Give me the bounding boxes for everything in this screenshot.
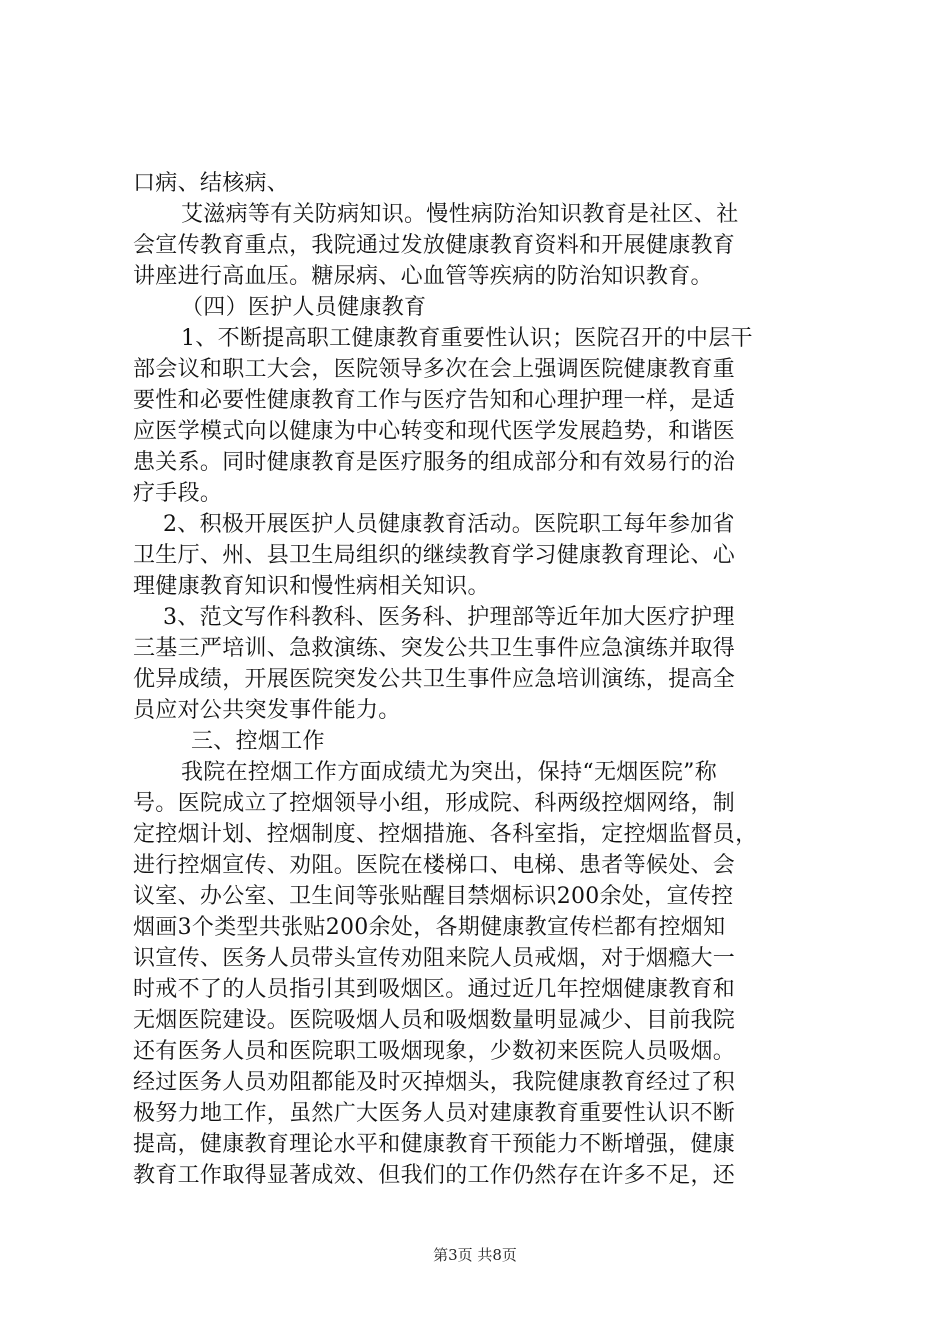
text-line: 部会议和职工大会，医院领导多次在会上强调医院健康教育重 <box>133 357 736 382</box>
text-line: （四）医护人员健康教育 <box>181 295 427 320</box>
text-line: 提高，健康教育理论水平和健康教育干预能力不断增强，健康 <box>133 1132 736 1157</box>
text-line: 三、控烟工作 <box>191 729 325 754</box>
text-line: 3、范文写作科教科、医务科、护理部等近年加大医疗护理 <box>163 605 735 630</box>
text-line: 经过医务人员劝阻都能及时灭掉烟头，我院健康教育经过了积 <box>133 1070 736 1095</box>
document-body <box>133 168 833 1191</box>
text-line: 艾滋病等有关防病知识。慢性病防治知识教育是社区、社 <box>181 202 739 227</box>
text-line: 要性和必要性健康教育工作与医疗告知和心理护理一样，是适 <box>133 388 736 413</box>
text-line: 患关系。同时健康教育是医疗服务的组成部分和有效易行的治 <box>133 450 736 475</box>
text-line: 我院在控烟工作方面成绩尤为突出，保持“无烟医院”称 <box>181 760 717 785</box>
text-line: 极努力地工作，虽然广大医务人员对建康教育重要性认识不断 <box>133 1101 736 1126</box>
text-line: 教育工作取得显著成效、但我们的工作仍然存在许多不足，还 <box>133 1163 736 1188</box>
text-line: 员应对公共突发事件能力。 <box>133 698 401 723</box>
page-number-footer: 第3页 共8页 <box>433 1246 517 1264</box>
text-line: 号。医院成立了控烟领导小组，形成院、科两级控烟网络，制 <box>133 791 736 816</box>
text-line: 定控烟计划、控烟制度、控烟措施、各科室指，定控烟监督员， <box>133 822 758 847</box>
text-line: 卫生厅、州、县卫生局组织的继续教育学习健康教育理论、心 <box>133 543 736 568</box>
text-line: 烟画3个类型共张贴200余处，各期健康教宣传栏都有控烟知 <box>133 915 726 940</box>
text-line: 2、积极开展医护人员健康教育活动。医院职工每年参加省 <box>163 512 735 537</box>
text-line: 三基三严培训、急救演练、突发公共卫生事件应急演练并取得 <box>133 636 736 661</box>
text-line: 疗手段。 <box>133 481 223 506</box>
text-line: 优异成绩，开展医院突发公共卫生事件应急培训演练，提高全 <box>133 667 736 692</box>
text-line: 时戒不了的人员指引其到吸烟区。通过近几年控烟健康教育和 <box>133 977 736 1002</box>
text-line: 应医学模式向以健康为中心转变和现代医学发展趋势，和谐医 <box>133 419 736 444</box>
text-line: 进行控烟宣传、劝阻。医院在楼梯口、电梯、患者等候处、会 <box>133 853 736 878</box>
text-line: 1、不断提高职工健康教育重要性认识；医院召开的中层干 <box>181 326 753 351</box>
text-line: 口病、结核病、 <box>133 171 290 196</box>
text-line: 理健康教育知识和慢性病相关知识。 <box>133 574 490 599</box>
text-line: 还有医务人员和医院职工吸烟现象，少数初来医院人员吸烟。 <box>133 1039 736 1064</box>
text-line: 无烟医院建设。医院吸烟人员和吸烟数量明显减少、目前我院 <box>133 1008 736 1033</box>
text-line: 讲座进行高血压。糖尿病、心血管等疾病的防治知识教育。 <box>133 264 713 289</box>
text-line: 识宣传、医务人员带头宣传劝阻来院人员戒烟，对于烟瘾大一 <box>133 946 736 971</box>
text-line: 会宣传教育重点，我院通过发放健康教育资料和开展健康教育 <box>133 233 736 258</box>
text-line: 议室、办公室、卫生间等张贴醒目禁烟标识200余处，宣传控 <box>133 884 734 909</box>
